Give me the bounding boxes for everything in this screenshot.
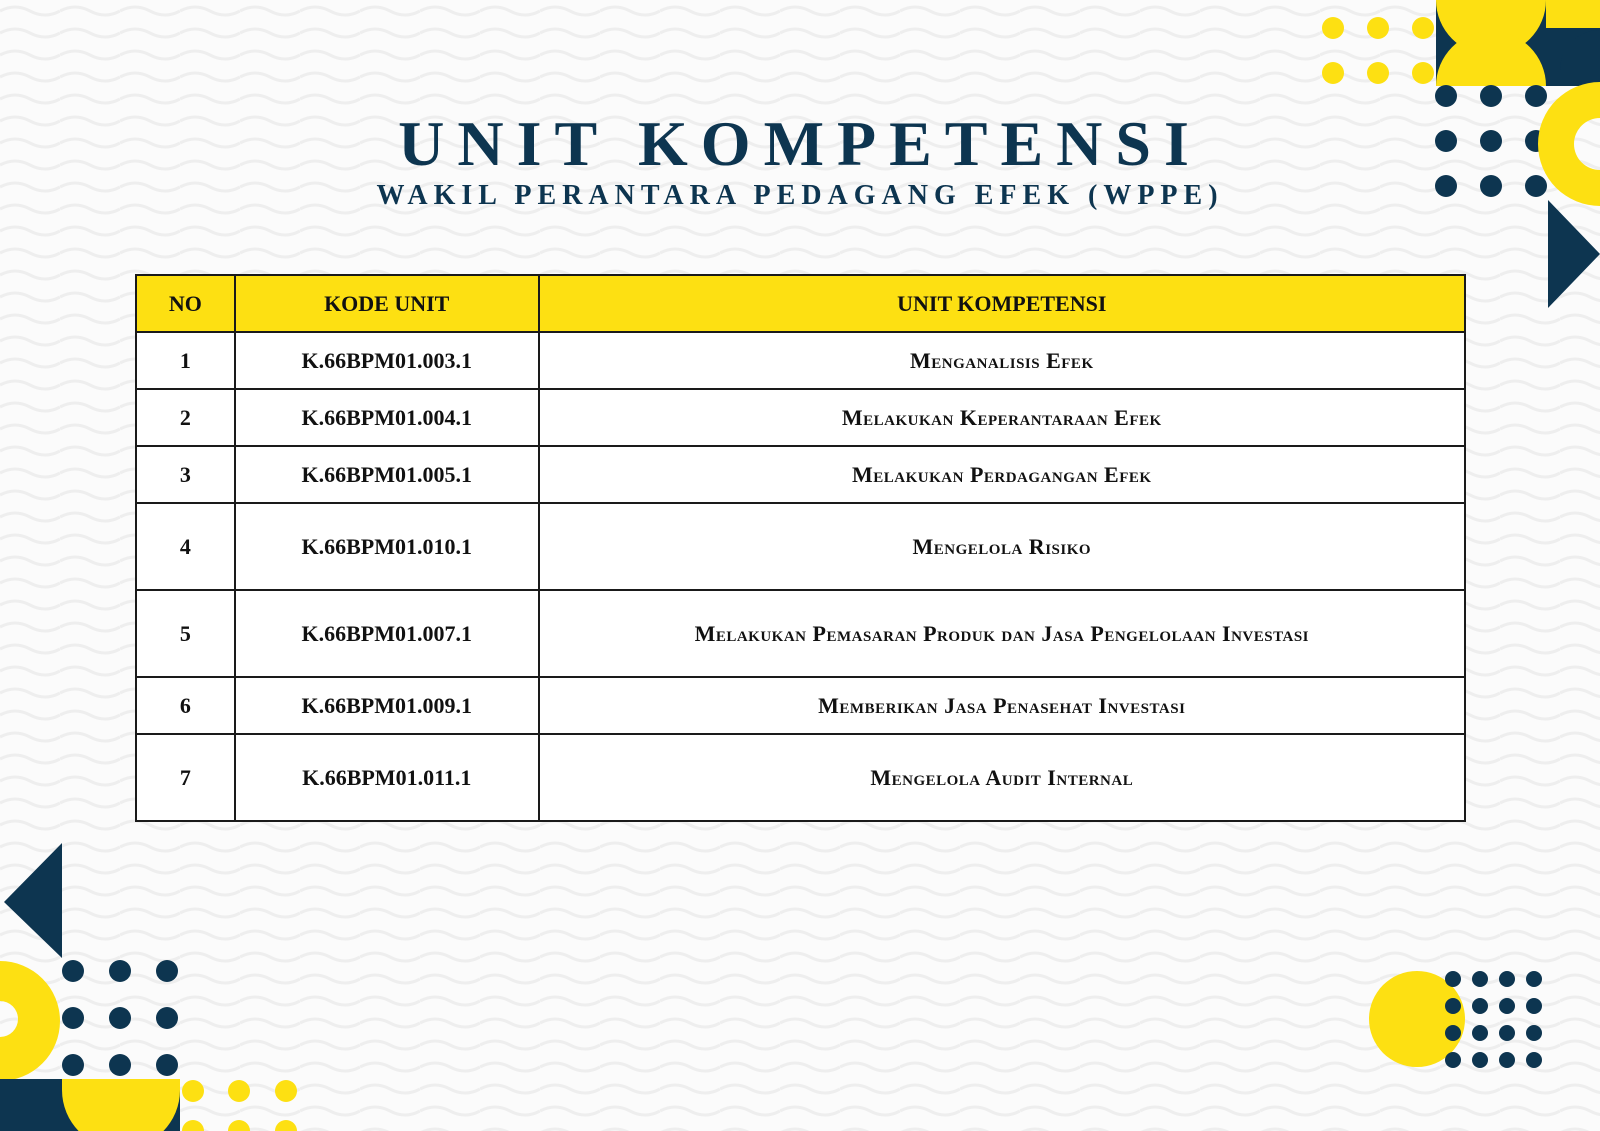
row-code: K.66BPM01.005.1 <box>235 446 539 503</box>
row-no: 2 <box>136 389 235 446</box>
table-row <box>136 446 1465 503</box>
left-yellow-ring <box>0 961 60 1081</box>
row-no: 6 <box>136 677 235 734</box>
row-no: 7 <box>136 734 235 821</box>
table-row <box>136 332 1465 389</box>
page-title: UNIT KOMPETENSI <box>398 108 1202 179</box>
header-code: KODE UNIT <box>235 275 539 332</box>
table-row <box>136 590 1465 677</box>
right-navy-triangle <box>1548 200 1600 308</box>
row-code: K.66BPM01.010.1 <box>235 503 539 590</box>
row-unit-name: Melakukan Keperantaraan Efek <box>539 389 1465 446</box>
row-code: K.66BPM01.009.1 <box>235 677 539 734</box>
header-unit-name: UNIT KOMPETENSI <box>539 275 1465 332</box>
row-code: K.66BPM01.004.1 <box>235 389 539 446</box>
row-code: K.66BPM01.003.1 <box>235 332 539 389</box>
table-row <box>136 389 1465 446</box>
header-no: NO <box>136 275 235 332</box>
row-no: 5 <box>136 590 235 677</box>
bottom-left-yellow-dots <box>182 1080 297 1131</box>
table-row <box>136 503 1465 590</box>
table-row <box>136 734 1465 821</box>
row-unit-name: Melakukan Perdagangan Efek <box>539 446 1465 503</box>
left-navy-triangle <box>4 843 62 958</box>
table-header-row <box>136 275 1465 332</box>
row-unit-name: Menganalisis Efek <box>539 332 1465 389</box>
row-no: 4 <box>136 503 235 590</box>
competency-table <box>135 274 1466 822</box>
row-unit-name: Mengelola Audit Internal <box>539 734 1465 821</box>
bottom-left-navy-dots <box>62 960 178 1076</box>
table-row <box>136 677 1465 734</box>
row-unit-name: Mengelola Risiko <box>539 503 1465 590</box>
bottom-left-corner-block <box>0 1079 180 1131</box>
top-right-corner-block <box>1436 0 1600 86</box>
row-unit-name: Melakukan Pemasaran Produk dan Jasa Pengelolaan Investasi <box>539 590 1465 677</box>
row-unit-name: Memberikan Jasa Penasehat Investasi <box>539 677 1465 734</box>
row-code: K.66BPM01.007.1 <box>235 590 539 677</box>
top-right-yellow-dots <box>1322 17 1434 84</box>
row-no: 3 <box>136 446 235 503</box>
page-subtitle: WAKIL PERANTARA PEDAGANG EFEK (WPPE) <box>376 180 1224 211</box>
row-no: 1 <box>136 332 235 389</box>
row-code: K.66BPM01.011.1 <box>235 734 539 821</box>
